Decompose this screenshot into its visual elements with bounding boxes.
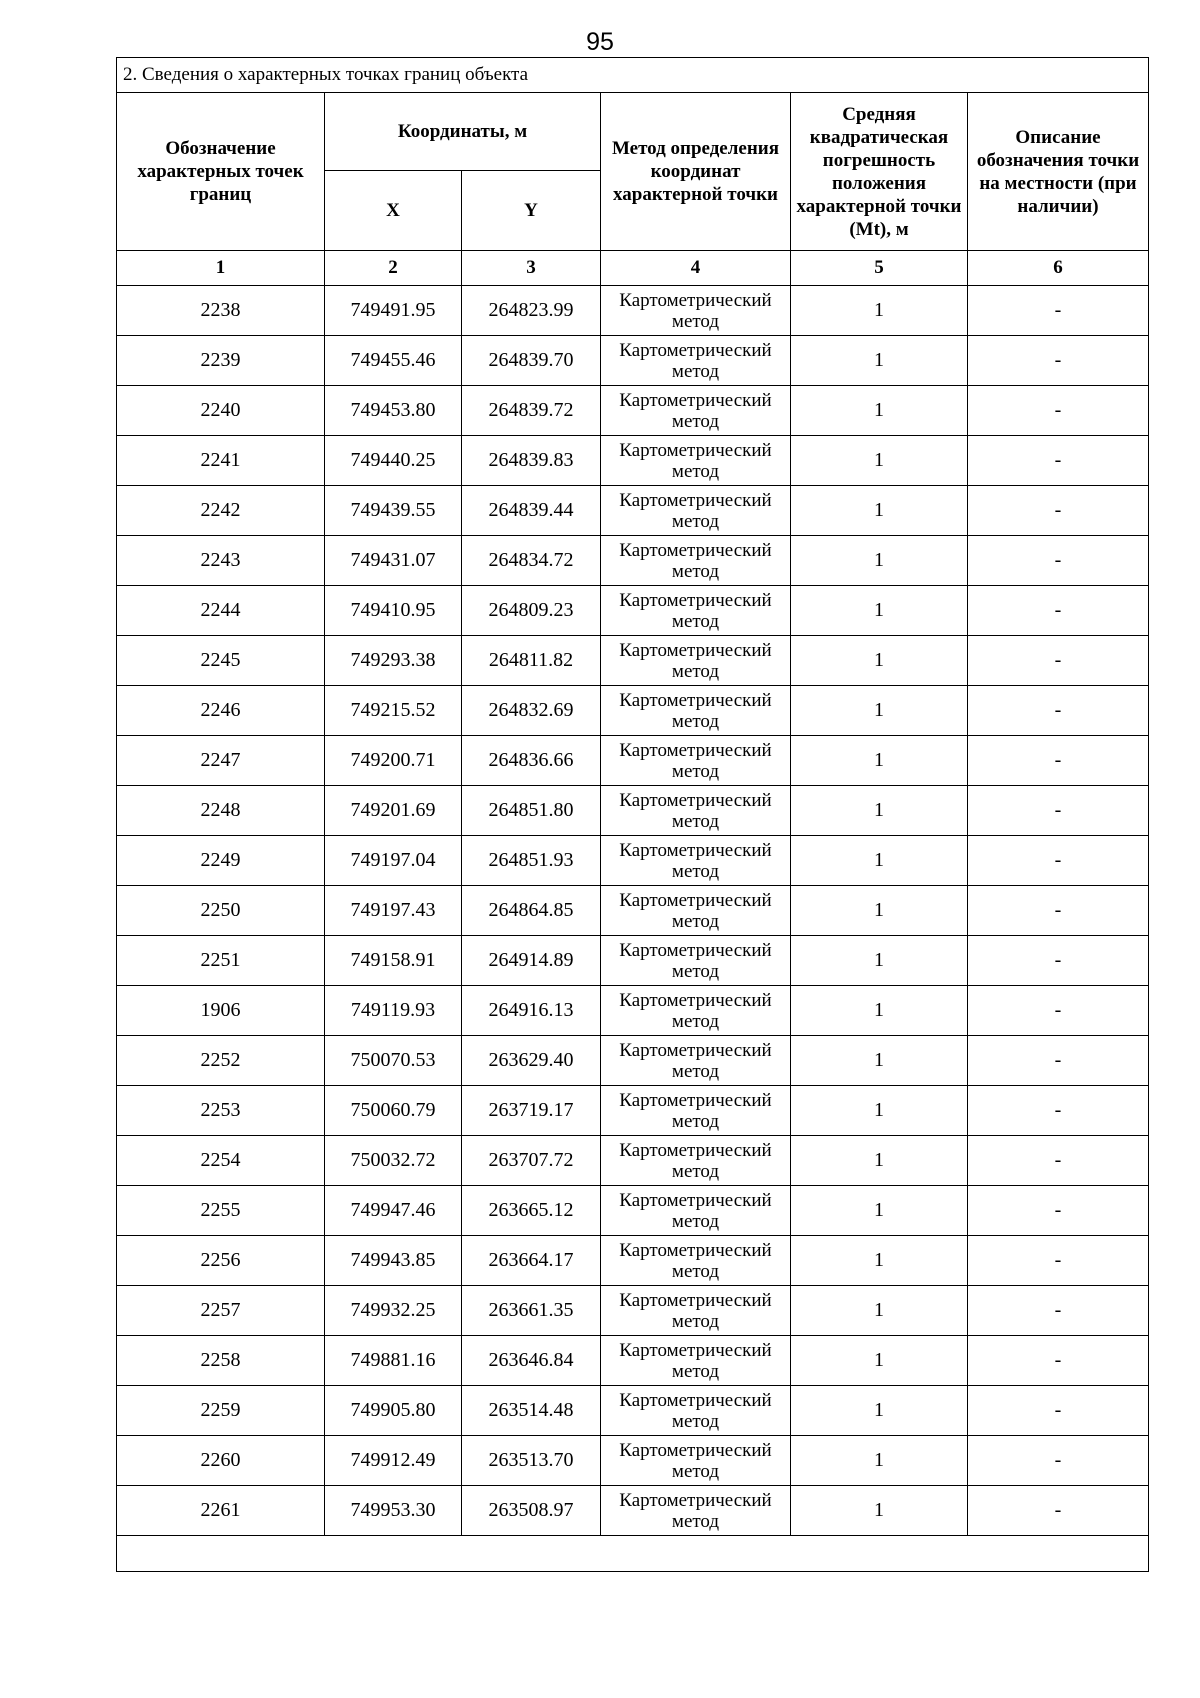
- column-number: 2: [325, 251, 462, 286]
- x-coordinate-cell: 749953.30: [325, 1486, 462, 1536]
- description-cell: -: [968, 586, 1149, 636]
- table-row: [117, 1236, 1149, 1286]
- header-y: Y: [462, 171, 601, 251]
- y-coordinate-cell: 263513.70: [462, 1436, 601, 1486]
- y-coordinate-cell: 263707.72: [462, 1136, 601, 1186]
- blank-footer-row: [117, 1536, 1149, 1572]
- table-row: [117, 736, 1149, 786]
- table-row: [117, 1336, 1149, 1386]
- method-cell: Картометрический метод: [601, 1336, 791, 1386]
- error-cell: 1: [791, 786, 968, 836]
- description-cell: -: [968, 486, 1149, 536]
- x-coordinate-cell: 749439.55: [325, 486, 462, 536]
- error-cell: 1: [791, 1186, 968, 1236]
- method-cell: Картометрический метод: [601, 986, 791, 1036]
- method-cell: Картометрический метод: [601, 486, 791, 536]
- description-cell: -: [968, 786, 1149, 836]
- point-id-cell: 2257: [117, 1286, 325, 1336]
- header-method: Метод определения координат характерной точки: [601, 93, 791, 251]
- error-cell: 1: [791, 1286, 968, 1336]
- error-cell: 1: [791, 986, 968, 1036]
- x-coordinate-cell: 750070.53: [325, 1036, 462, 1086]
- y-coordinate-cell: 263508.97: [462, 1486, 601, 1536]
- y-coordinate-cell: 264809.23: [462, 586, 601, 636]
- y-coordinate-cell: 263629.40: [462, 1036, 601, 1086]
- point-id-cell: 2242: [117, 486, 325, 536]
- table-row: [117, 786, 1149, 836]
- method-cell: Картометрический метод: [601, 1036, 791, 1086]
- y-coordinate-cell: 263665.12: [462, 1186, 601, 1236]
- table-row: [117, 386, 1149, 436]
- error-cell: 1: [791, 286, 968, 336]
- y-coordinate-cell: 264864.85: [462, 886, 601, 936]
- header-description: Описание обозначения точки на местности (при наличии): [968, 93, 1149, 251]
- method-cell: Картометрический метод: [601, 1136, 791, 1186]
- table-row: [117, 486, 1149, 536]
- point-id-cell: 2253: [117, 1086, 325, 1136]
- page-number: 95: [586, 28, 614, 56]
- table-row: [117, 436, 1149, 486]
- x-coordinate-cell: 750060.79: [325, 1086, 462, 1136]
- table-row: [117, 986, 1149, 1036]
- method-cell: Картометрический метод: [601, 636, 791, 686]
- table-row: [117, 936, 1149, 986]
- point-id-cell: 2251: [117, 936, 325, 986]
- table-row: [117, 1386, 1149, 1436]
- x-coordinate-cell: 750032.72: [325, 1136, 462, 1186]
- method-cell: Картометрический метод: [601, 1386, 791, 1436]
- y-coordinate-cell: 264839.72: [462, 386, 601, 436]
- error-cell: 1: [791, 936, 968, 986]
- point-id-cell: 2258: [117, 1336, 325, 1386]
- description-cell: -: [968, 1336, 1149, 1386]
- x-coordinate-cell: 749200.71: [325, 736, 462, 786]
- x-coordinate-cell: 749932.25: [325, 1286, 462, 1336]
- description-cell: -: [968, 1086, 1149, 1136]
- point-id-cell: 2246: [117, 686, 325, 736]
- column-number: 1: [117, 251, 325, 286]
- x-coordinate-cell: 749943.85: [325, 1236, 462, 1286]
- point-id-cell: 2255: [117, 1186, 325, 1236]
- method-cell: Картометрический метод: [601, 1486, 791, 1536]
- description-cell: -: [968, 1436, 1149, 1486]
- error-cell: 1: [791, 486, 968, 536]
- description-cell: -: [968, 336, 1149, 386]
- description-cell: -: [968, 536, 1149, 586]
- table-row: [117, 886, 1149, 936]
- y-coordinate-cell: 264916.13: [462, 986, 601, 1036]
- point-id-cell: 2244: [117, 586, 325, 636]
- error-cell: 1: [791, 586, 968, 636]
- description-cell: -: [968, 1136, 1149, 1186]
- method-cell: Картометрический метод: [601, 836, 791, 886]
- x-coordinate-cell: 749410.95: [325, 586, 462, 636]
- error-cell: 1: [791, 1486, 968, 1536]
- method-cell: Картометрический метод: [601, 936, 791, 986]
- y-coordinate-cell: 264834.72: [462, 536, 601, 586]
- error-cell: 1: [791, 386, 968, 436]
- method-cell: Картометрический метод: [601, 286, 791, 336]
- method-cell: Картометрический метод: [601, 1086, 791, 1136]
- description-cell: -: [968, 986, 1149, 1036]
- description-cell: -: [968, 436, 1149, 486]
- x-coordinate-cell: 749119.93: [325, 986, 462, 1036]
- x-coordinate-cell: 749197.43: [325, 886, 462, 936]
- boundary-points-table: [116, 57, 1149, 1572]
- error-cell: 1: [791, 1136, 968, 1186]
- error-cell: 1: [791, 1336, 968, 1386]
- method-cell: Картометрический метод: [601, 536, 791, 586]
- x-coordinate-cell: 749215.52: [325, 686, 462, 736]
- x-coordinate-cell: 749440.25: [325, 436, 462, 486]
- method-cell: Картометрический метод: [601, 336, 791, 386]
- method-cell: Картометрический метод: [601, 886, 791, 936]
- error-cell: 1: [791, 1386, 968, 1436]
- y-coordinate-cell: 264836.66: [462, 736, 601, 786]
- y-coordinate-cell: 264839.83: [462, 436, 601, 486]
- y-coordinate-cell: 263646.84: [462, 1336, 601, 1386]
- x-coordinate-cell: 749453.80: [325, 386, 462, 436]
- point-id-cell: 2254: [117, 1136, 325, 1186]
- table-row: [117, 286, 1149, 336]
- table-row: [117, 336, 1149, 386]
- table-body: [117, 286, 1149, 1536]
- method-cell: Картометрический метод: [601, 1186, 791, 1236]
- point-id-cell: 2243: [117, 536, 325, 586]
- method-cell: Картометрический метод: [601, 736, 791, 786]
- point-id-cell: 2241: [117, 436, 325, 486]
- x-coordinate-cell: 749455.46: [325, 336, 462, 386]
- header-designation: Обозначение характерных точек границ: [117, 93, 325, 251]
- error-cell: 1: [791, 736, 968, 786]
- y-coordinate-cell: 263514.48: [462, 1386, 601, 1436]
- description-cell: -: [968, 686, 1149, 736]
- table-row: [117, 1436, 1149, 1486]
- x-coordinate-cell: 749905.80: [325, 1386, 462, 1436]
- point-id-cell: 2250: [117, 886, 325, 936]
- method-cell: Картометрический метод: [601, 436, 791, 486]
- column-number: 6: [968, 251, 1149, 286]
- x-coordinate-cell: 749431.07: [325, 536, 462, 586]
- x-coordinate-cell: 749158.91: [325, 936, 462, 986]
- error-cell: 1: [791, 1436, 968, 1486]
- table-row: [117, 1086, 1149, 1136]
- point-id-cell: 2238: [117, 286, 325, 336]
- error-cell: 1: [791, 1086, 968, 1136]
- x-coordinate-cell: 749293.38: [325, 636, 462, 686]
- description-cell: -: [968, 836, 1149, 886]
- column-number: 5: [791, 251, 968, 286]
- section-title: 2. Сведения о характерных точках границ объекта: [117, 58, 1149, 93]
- method-cell: Картометрический метод: [601, 1236, 791, 1286]
- table-row: [117, 1286, 1149, 1336]
- description-cell: -: [968, 886, 1149, 936]
- error-cell: 1: [791, 536, 968, 586]
- column-number: 4: [601, 251, 791, 286]
- point-id-cell: 2260: [117, 1436, 325, 1486]
- x-coordinate-cell: 749881.16: [325, 1336, 462, 1386]
- error-cell: 1: [791, 686, 968, 736]
- description-cell: -: [968, 1236, 1149, 1286]
- blank-cell: [117, 1536, 1149, 1572]
- error-cell: 1: [791, 336, 968, 386]
- method-cell: Картометрический метод: [601, 686, 791, 736]
- header-error: Средняя квадратическая погрешность положения характерной точки (Mt), м: [791, 93, 968, 251]
- error-cell: 1: [791, 886, 968, 936]
- y-coordinate-cell: 264851.93: [462, 836, 601, 886]
- table-row: [117, 586, 1149, 636]
- error-cell: 1: [791, 636, 968, 686]
- description-cell: -: [968, 286, 1149, 336]
- point-id-cell: 2239: [117, 336, 325, 386]
- table-row: [117, 1036, 1149, 1086]
- table-row: [117, 636, 1149, 686]
- column-number: 3: [462, 251, 601, 286]
- y-coordinate-cell: 264832.69: [462, 686, 601, 736]
- header-coordinates: Координаты, м: [325, 93, 601, 171]
- point-id-cell: 2240: [117, 386, 325, 436]
- point-id-cell: 2252: [117, 1036, 325, 1086]
- error-cell: 1: [791, 436, 968, 486]
- table-row: [117, 1136, 1149, 1186]
- description-cell: -: [968, 636, 1149, 686]
- point-id-cell: 2256: [117, 1236, 325, 1286]
- table-row: [117, 536, 1149, 586]
- x-coordinate-cell: 749947.46: [325, 1186, 462, 1236]
- point-id-cell: 2247: [117, 736, 325, 786]
- description-cell: -: [968, 1486, 1149, 1536]
- y-coordinate-cell: 264914.89: [462, 936, 601, 986]
- y-coordinate-cell: 264823.99: [462, 286, 601, 336]
- method-cell: Картометрический метод: [601, 1286, 791, 1336]
- x-coordinate-cell: 749912.49: [325, 1436, 462, 1486]
- point-id-cell: 1906: [117, 986, 325, 1036]
- y-coordinate-cell: 264851.80: [462, 786, 601, 836]
- point-id-cell: 2249: [117, 836, 325, 886]
- method-cell: Картометрический метод: [601, 586, 791, 636]
- description-cell: -: [968, 1386, 1149, 1436]
- table-row: [117, 1486, 1149, 1536]
- y-coordinate-cell: 263664.17: [462, 1236, 601, 1286]
- table-row: [117, 836, 1149, 886]
- x-coordinate-cell: 749201.69: [325, 786, 462, 836]
- description-cell: -: [968, 1286, 1149, 1336]
- y-coordinate-cell: 264811.82: [462, 636, 601, 686]
- description-cell: -: [968, 1186, 1149, 1236]
- method-cell: Картометрический метод: [601, 1436, 791, 1486]
- header-x: X: [325, 171, 462, 251]
- method-cell: Картометрический метод: [601, 786, 791, 836]
- method-cell: Картометрический метод: [601, 386, 791, 436]
- x-coordinate-cell: 749491.95: [325, 286, 462, 336]
- error-cell: 1: [791, 1236, 968, 1286]
- y-coordinate-cell: 263661.35: [462, 1286, 601, 1336]
- description-cell: -: [968, 386, 1149, 436]
- x-coordinate-cell: 749197.04: [325, 836, 462, 886]
- point-id-cell: 2248: [117, 786, 325, 836]
- table-row: [117, 686, 1149, 736]
- table-row: [117, 1186, 1149, 1236]
- point-id-cell: 2259: [117, 1386, 325, 1436]
- point-id-cell: 2245: [117, 636, 325, 686]
- point-id-cell: 2261: [117, 1486, 325, 1536]
- y-coordinate-cell: 264839.44: [462, 486, 601, 536]
- description-cell: -: [968, 936, 1149, 986]
- description-cell: -: [968, 1036, 1149, 1086]
- error-cell: 1: [791, 1036, 968, 1086]
- error-cell: 1: [791, 836, 968, 886]
- y-coordinate-cell: 263719.17: [462, 1086, 601, 1136]
- y-coordinate-cell: 264839.70: [462, 336, 601, 386]
- description-cell: -: [968, 736, 1149, 786]
